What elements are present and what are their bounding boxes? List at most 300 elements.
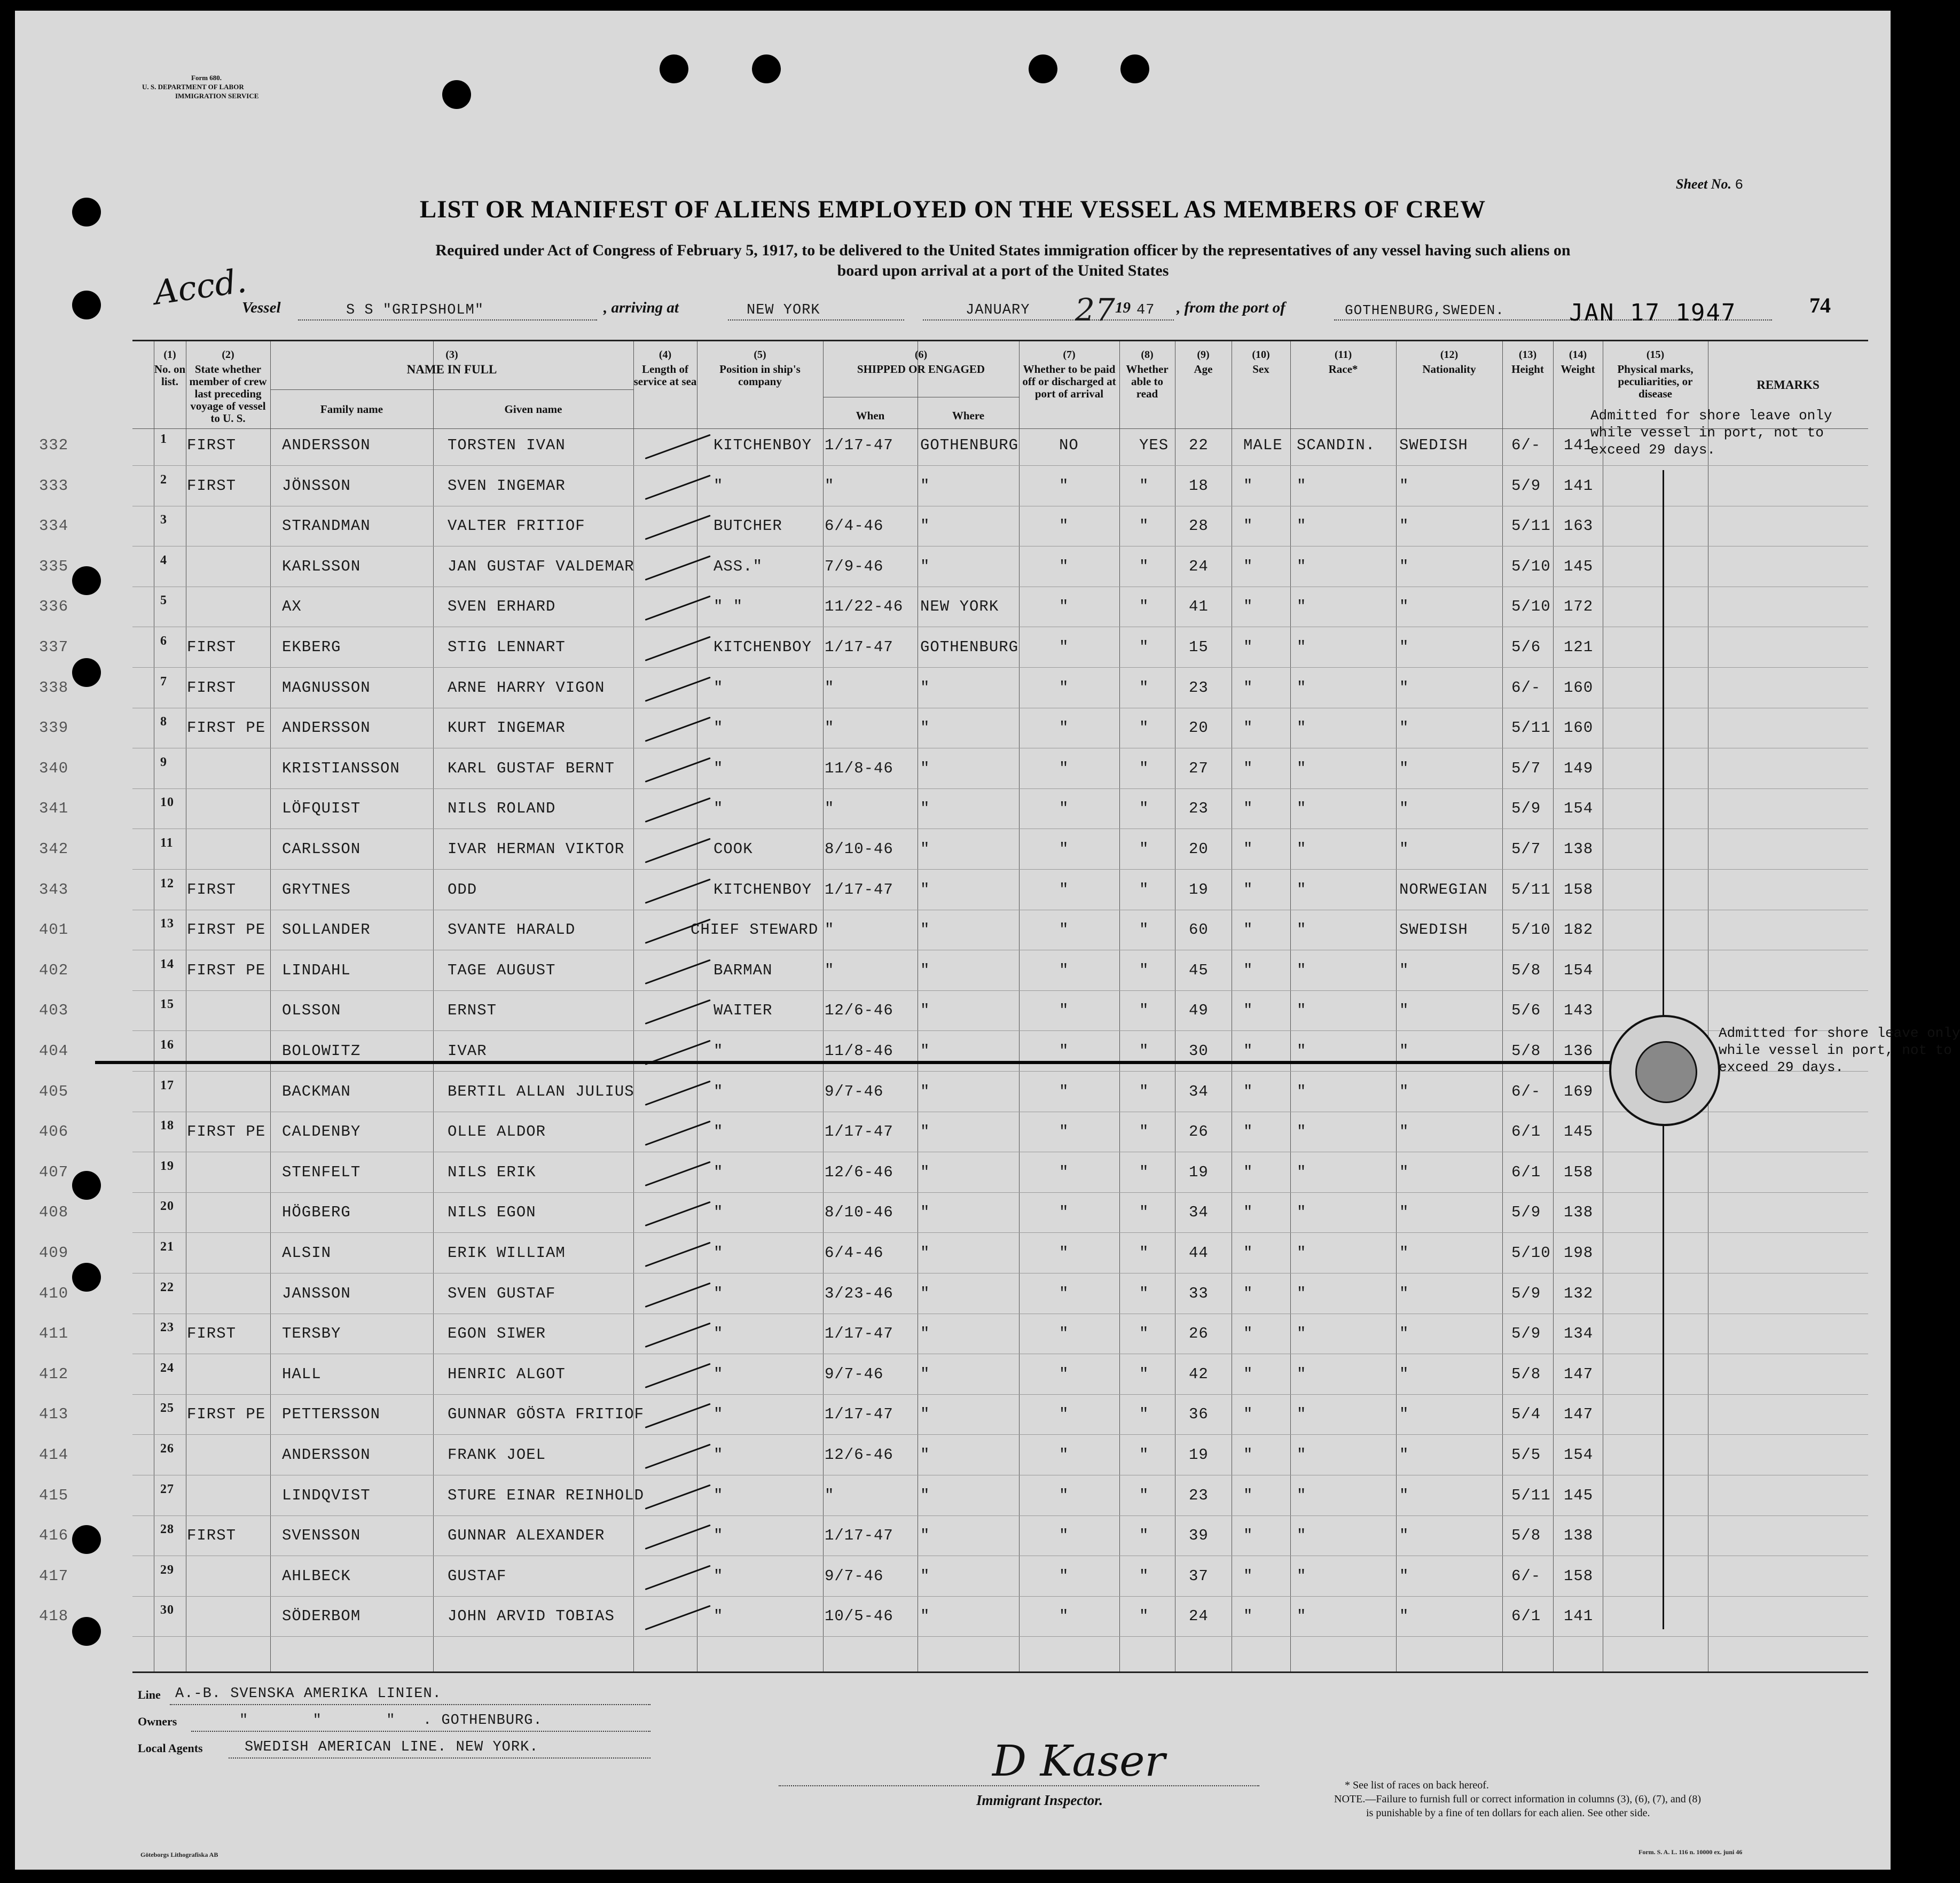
row-paid-off: " [1059,1163,1069,1181]
row-age: 36 [1189,1405,1209,1424]
row-sex: " [1243,1042,1253,1060]
row-age: 28 [1189,517,1209,535]
row-given-name: IVAR HERMAN VIKTOR [448,840,625,858]
row-age: 19 [1189,1163,1209,1181]
row-height: 5/7 [1511,759,1541,777]
row-height: 6/1 [1511,1163,1541,1181]
row-shipped-where: " [920,476,930,495]
row-race: " [1297,880,1307,898]
row-paid-off: " [1059,1042,1069,1060]
row-nationality: " [1399,1002,1409,1020]
row-age: 20 [1189,719,1209,737]
row-family-name: ANDERSSON [282,436,371,454]
row-able-to-read: " [1139,638,1149,656]
row-paid-off: " [1059,961,1069,979]
row-shipped-where: " [920,1123,930,1141]
row-able-to-read: " [1139,678,1149,697]
row-given-name: SVEN INGEMAR [448,476,566,495]
document-title: LIST OR MANIFEST OF ALIENS EMPLOYED ON THE VESSEL AS MEMBERS OF CREW [419,196,1486,223]
punch-hole [72,1617,101,1646]
row-paid-off: " [1059,1123,1069,1141]
row-reference-number: 408 [39,1204,69,1222]
row-rule [132,788,1868,789]
row-able-to-read: " [1139,1446,1149,1464]
row-paid-off: " [1059,1082,1069,1100]
row-family-name: PETTERSSON [282,1405,381,1424]
row-race: " [1297,840,1307,858]
row-able-to-read: " [1139,840,1149,858]
col-divider [433,341,434,1671]
service-check-mark [645,474,710,499]
header-sex-num: (10) [1252,349,1270,361]
row-shipped-where: " [920,1042,930,1060]
header-paid-off-label: Whether to be paid off or discharged at port of arrival [1022,363,1116,400]
header-service-num: (4) [658,349,672,361]
row-nationality: " [1399,840,1409,858]
row-number: 28 [160,1522,174,1537]
row-shipped-when: 11/22-46 [825,598,904,616]
header-sex [1232,349,1290,376]
line-underline [170,1704,650,1705]
row-given-name: TORSTEN IVAN [448,436,566,454]
row-paid-off: " [1059,1244,1069,1262]
row-shipped-when: 8/10-46 [825,840,893,858]
row-race: SCANDIN. [1297,436,1376,454]
row-number: 18 [160,1119,174,1133]
row-race: " [1297,1163,1307,1181]
row-shipped-when: " [825,961,835,979]
row-position: " [714,1325,724,1343]
row-able-to-read: " [1139,1486,1149,1504]
row-height: 5/9 [1511,800,1541,818]
row-weight: 138 [1564,1204,1594,1222]
punch-hole [752,54,781,83]
row-paid-off: " [1059,840,1069,858]
row-nationality: " [1399,1527,1409,1545]
row-shipped-when: 12/6-46 [825,1163,893,1181]
row-nationality: " [1399,1486,1409,1504]
punch-hole [72,566,101,595]
row-weight: 147 [1564,1365,1594,1383]
service-check-mark [645,1201,710,1226]
row-shipped-when: 1/17-47 [825,436,893,454]
row-shipped-when: " [825,1486,835,1504]
row-paid-off: " [1059,800,1069,818]
row-given-name: KARL GUSTAF BERNT [448,759,615,777]
row-paid-off: " [1059,1486,1069,1504]
row-given-name: NILS ROLAND [448,800,556,818]
row-position: " [714,1405,724,1424]
row-given-name: GUNNAR GÖSTA FRITIOF [448,1405,645,1424]
crew-table [39,340,1868,1673]
service-check-mark [645,1242,710,1267]
row-paid-off: " [1059,1567,1069,1585]
row-race: " [1297,800,1307,818]
row-family-name: TERSBY [282,1325,341,1343]
row-number: 16 [160,1038,174,1052]
row-family-name: EKBERG [282,638,341,656]
service-check-mark [645,1403,710,1428]
row-paid-off: " [1059,1365,1069,1383]
row-able-to-read: " [1139,880,1149,898]
row-height: 5/7 [1511,840,1541,858]
punch-hole [72,1263,101,1292]
header-name [270,349,633,376]
punch-hole [72,1525,101,1554]
penalty-note-2: is punishable by a fine of ten dollars for each alien. See other side. [1366,1807,1650,1819]
row-shipped-where: " [920,678,930,697]
row-shipped-where: " [920,1567,930,1585]
row-able-to-read: " [1139,1082,1149,1100]
row-position: " [714,719,724,737]
subheader-divider [270,389,633,390]
service-label: IMMIGRATION SERVICE [175,92,259,100]
row-paid-off: " [1059,1405,1069,1424]
row-height: 5/9 [1511,1325,1541,1343]
row-position: BUTCHER [714,517,782,535]
row-able-to-read: " [1139,557,1149,575]
row-height: 5/10 [1511,921,1551,939]
row-family-name: JÖNSSON [282,476,351,495]
row-shipped-when: 3/23-46 [825,1284,893,1302]
row-shipped-where: " [920,921,930,939]
row-reference-number: 415 [39,1486,69,1504]
row-weight: 145 [1564,1486,1594,1504]
row-race: " [1297,598,1307,616]
row-family-name: SÖDERBOM [282,1607,361,1626]
row-shipped-where: " [920,1082,930,1100]
row-age: 24 [1189,557,1209,575]
row-reference-number: 413 [39,1405,69,1424]
header-paid-off [1019,349,1119,400]
row-shipped-where: " [920,719,930,737]
row-number: 10 [160,795,174,810]
row-paid-off: " [1059,1527,1069,1545]
row-shipped-where: GOTHENBURG [920,436,1019,454]
header-name-num: (3) [445,349,458,361]
row-able-to-read: " [1139,961,1149,979]
row-weight: 169 [1564,1082,1594,1100]
row-nationality: " [1399,476,1409,495]
row-previous-voyage: FIRST PE [187,1405,266,1424]
row-shipped-where: " [920,1405,930,1424]
row-family-name: ANDERSSON [282,719,371,737]
row-paid-off: " [1059,638,1069,656]
row-race: " [1297,921,1307,939]
year-prefix: 19 [1115,299,1131,316]
row-height: 5/5 [1511,1446,1541,1464]
row-able-to-read: " [1139,759,1149,777]
row-position: COOK [714,840,753,858]
row-race: " [1297,517,1307,535]
row-weight: 149 [1564,759,1594,777]
service-check-mark [645,636,710,661]
row-number: 3 [160,513,167,527]
punch-hole [442,80,471,109]
remark-shore-leave-top: Admitted for shore leave only while vessel in port, not to exceed 29 days. [1590,408,1832,458]
row-weight: 136 [1564,1042,1594,1060]
row-paid-off: " [1059,759,1069,777]
row-nationality: " [1399,598,1409,616]
row-given-name: KURT INGEMAR [448,719,566,737]
row-family-name: CALDENBY [282,1123,361,1141]
row-paid-off: " [1059,517,1069,535]
row-family-name: ALSIN [282,1244,332,1262]
row-able-to-read: " [1139,1284,1149,1302]
row-rule [132,1030,1868,1031]
header-name-label: NAME IN FULL [406,363,497,376]
row-age: 33 [1189,1284,1209,1302]
row-height: 5/10 [1511,557,1551,575]
row-given-name: TAGE AUGUST [448,961,556,979]
header-height-num: (13) [1518,349,1537,361]
header-read [1119,349,1175,400]
row-rule [132,990,1868,991]
row-shipped-when: 9/7-46 [825,1365,884,1383]
owners: " " " . GOTHENBURG. [239,1713,543,1729]
row-able-to-read: " [1139,1567,1149,1585]
row-given-name: SVANTE HARALD [448,921,576,939]
manifest-sheet [15,11,1960,1870]
row-sex: " [1243,678,1253,697]
header-race [1290,349,1396,376]
row-reference-number: 340 [39,759,69,777]
punch-hole [72,658,101,687]
row-reference-number: 418 [39,1607,69,1626]
row-able-to-read: " [1139,1042,1149,1060]
row-shipped-when: 6/4-46 [825,517,884,535]
row-able-to-read: " [1139,476,1149,495]
row-reference-number: 332 [39,436,69,454]
row-reference-number: 417 [39,1567,69,1585]
row-previous-voyage: FIRST [187,880,237,898]
row-given-name: ERIK WILLIAM [448,1244,566,1262]
row-shipped-when: " [825,719,835,737]
row-rule [132,1515,1868,1516]
row-number: 30 [160,1603,174,1618]
row-reference-number: 402 [39,961,69,979]
row-reference-number: 405 [39,1082,69,1100]
row-number: 25 [160,1401,174,1416]
row-reference-number: 404 [39,1042,69,1060]
row-sex: " [1243,1486,1253,1504]
header-no-label: No. on list. [154,363,186,388]
row-shipped-where: GOTHENBURG [920,638,1019,656]
row-given-name: STIG LENNART [448,638,566,656]
row-age: 15 [1189,638,1209,656]
department-label: U. S. DEPARTMENT OF LABOR [142,83,244,91]
row-shipped-when: " [825,800,835,818]
service-check-mark [645,798,710,823]
row-shipped-where: " [920,1365,930,1383]
col-divider [1396,341,1397,1671]
header-prev-voyage [186,349,270,425]
row-paid-off: " [1059,1002,1069,1020]
row-age: 23 [1189,1486,1209,1504]
row-position: " " [714,598,743,616]
row-race: " [1297,1244,1307,1262]
row-shipped-when: 1/17-47 [825,638,893,656]
row-number: 2 [160,472,167,487]
vessel-name: S S "GRIPSHOLM" [346,302,484,318]
row-race: " [1297,1365,1307,1383]
row-height: 5/11 [1511,1486,1551,1504]
row-height: 5/10 [1511,598,1551,616]
row-number: 12 [160,876,174,890]
row-able-to-read: " [1139,1002,1149,1020]
row-reference-number: 337 [39,638,69,656]
header-read-label: Whether able to read [1126,363,1169,400]
row-age: 44 [1189,1244,1209,1262]
row-family-name: LINDAHL [282,961,351,979]
row-reference-number: 338 [39,678,69,697]
row-shipped-where: " [920,557,930,575]
row-shipped-when: 11/8-46 [825,1042,893,1060]
header-when: When [856,409,885,422]
row-age: 23 [1189,678,1209,697]
arrival-year: 47 [1136,302,1155,318]
header-nationality-label: Nationality [1422,363,1476,376]
row-nationality: " [1399,1284,1409,1302]
row-family-name: HÖGBERG [282,1204,351,1222]
row-shipped-where: " [920,1486,930,1504]
row-weight: 154 [1564,1446,1594,1464]
service-check-mark [645,1525,710,1550]
col-divider [1553,341,1554,1671]
row-able-to-read: " [1139,1204,1149,1222]
document-subtitle [229,240,1777,281]
row-rule [132,869,1868,870]
header-position-num: (5) [754,349,766,361]
row-height: 5/6 [1511,1002,1541,1020]
service-check-mark [645,434,710,459]
row-number: 29 [160,1562,174,1577]
row-paid-off: " [1059,557,1069,575]
arriving-port: NEW YORK [747,302,820,318]
row-previous-voyage: FIRST [187,638,237,656]
row-position: " [714,1486,724,1504]
row-age: 24 [1189,1607,1209,1626]
service-check-mark [645,999,710,1025]
row-shipped-when: 12/6-46 [825,1002,893,1020]
row-race: " [1297,557,1307,575]
row-able-to-read: " [1139,921,1149,939]
row-race: " [1297,1607,1307,1626]
row-shipped-where: " [920,880,930,898]
row-previous-voyage: FIRST [187,1527,237,1545]
row-weight: 143 [1564,1002,1594,1020]
service-check-mark [645,1282,710,1307]
row-shipped-when: 11/8-46 [825,759,893,777]
row-number: 23 [160,1321,174,1335]
arrival-day: 27 [1075,292,1116,328]
row-position: " [714,800,724,818]
header-age-num: (9) [1197,349,1210,361]
row-height: 6/- [1511,436,1541,454]
row-position: " [714,1446,724,1464]
row-sex: " [1243,517,1253,535]
inspector-signature: D Kaser [992,1736,1165,1786]
service-check-mark [645,1605,710,1630]
header-shipped-label: SHIPPED OR ENGAGED [857,363,985,376]
row-nationality: " [1399,1244,1409,1262]
row-height: 5/9 [1511,1204,1541,1222]
page-stamp-number: 74 [1809,293,1831,317]
row-age: 23 [1189,800,1209,818]
sheet-number: 6 [1735,177,1744,193]
row-position: " [714,1204,724,1222]
row-sex: " [1243,1204,1253,1222]
service-check-mark [645,515,710,540]
row-nationality: " [1399,1567,1409,1585]
header-age [1175,349,1232,376]
row-position: " [714,1123,724,1141]
row-sex: " [1243,1002,1253,1020]
row-weight: 138 [1564,1527,1594,1545]
row-nationality: " [1399,1365,1409,1383]
row-number: 14 [160,957,174,971]
header-paid-off-num: (7) [1063,349,1076,361]
row-family-name: MAGNUSSON [282,678,371,697]
service-check-mark [645,596,710,621]
row-previous-voyage: FIRST PE [187,961,266,979]
row-weight: 145 [1564,1123,1594,1141]
row-family-name: GRYTNES [282,880,351,898]
shipping-line: A.-B. SVENSKA AMERIKA LINIEN. [175,1686,442,1702]
row-shipped-where: " [920,1325,930,1343]
accepted-mark: Accd. [151,261,249,312]
header-remarks [1708,379,1868,392]
row-number: 17 [160,1078,174,1092]
row-shipped-when: " [825,678,835,697]
row-position: CHIEF STEWARD [691,921,819,939]
header-position [697,349,823,388]
row-number: 8 [160,715,167,729]
row-age: 49 [1189,1002,1209,1020]
row-reference-number: 335 [39,557,69,575]
row-sex: MALE [1243,436,1283,454]
row-shipped-where: " [920,1284,930,1302]
row-sex: " [1243,1163,1253,1181]
row-reference-number: 409 [39,1244,69,1262]
row-nationality: " [1399,638,1409,656]
row-sex: " [1243,1446,1253,1464]
service-check-mark [645,1444,710,1469]
row-shipped-when: 9/7-46 [825,1567,884,1585]
row-weight: 160 [1564,678,1594,697]
row-given-name: VALTER FRITIOF [448,517,585,535]
row-sex: " [1243,1284,1253,1302]
header-no-num: (1) [163,349,176,361]
row-family-name: KARLSSON [282,557,361,575]
row-family-name: STRANDMAN [282,517,371,535]
row-weight: 138 [1564,840,1594,858]
row-nationality: SWEDISH [1399,921,1468,939]
row-age: 30 [1189,1042,1209,1060]
row-weight: 132 [1564,1284,1594,1302]
row-shipped-when: 9/7-46 [825,1082,884,1100]
row-reference-number: 339 [39,719,69,737]
row-weight: 147 [1564,1405,1594,1424]
row-able-to-read: " [1139,598,1149,616]
row-given-name: IVAR [448,1042,487,1060]
service-check-mark [645,959,710,984]
row-given-name: NILS ERIK [448,1163,536,1181]
row-shipped-where: " [920,1163,930,1181]
punch-hole [660,54,688,83]
vessel-label: Vessel [242,299,281,316]
header-height-label: Height [1511,363,1544,376]
